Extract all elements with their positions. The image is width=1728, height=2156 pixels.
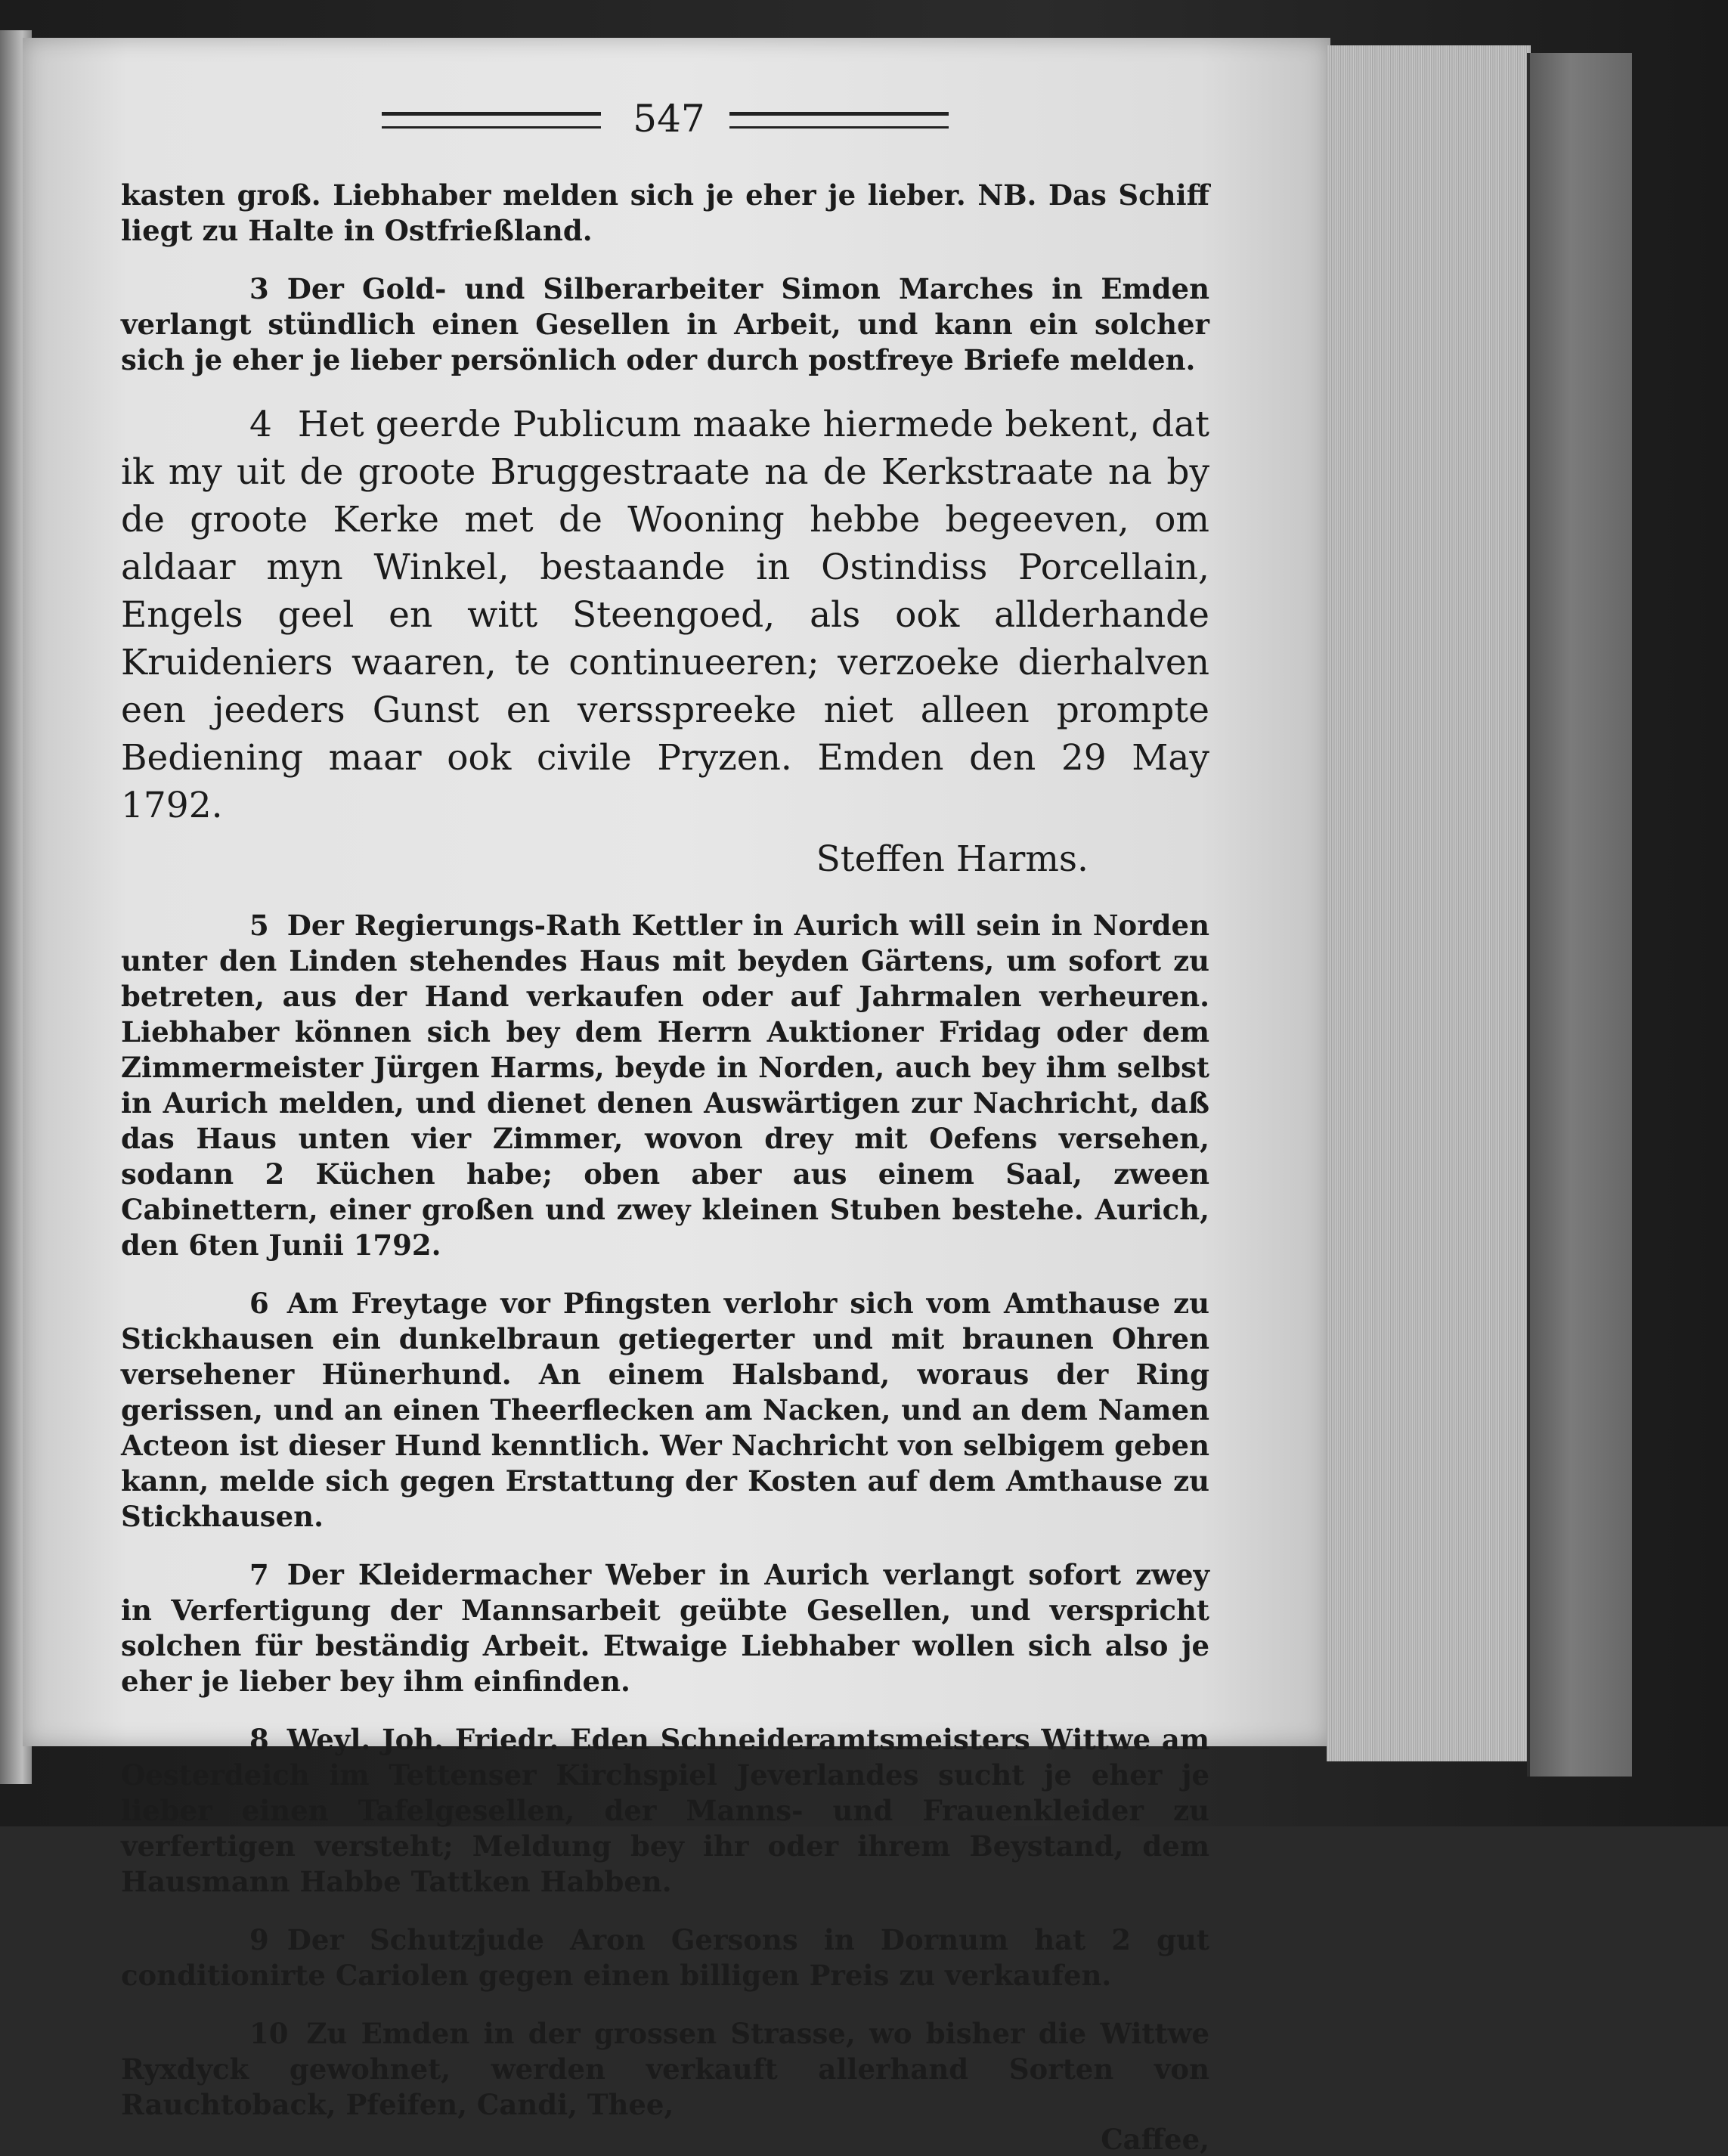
page-header bbox=[382, 97, 941, 142]
entry-text: Der Schutzjude Aron Gersons in Dornum hat 2 gut conditionirte Cariolen gegen einen billigen Preis zu verkaufen. bbox=[121, 1923, 1209, 1992]
header-rule-left bbox=[382, 112, 601, 129]
entry-5 bbox=[121, 908, 1209, 1263]
entry-number: 8 bbox=[249, 1723, 269, 1756]
entry-number: 6 bbox=[249, 1287, 269, 1320]
entry-number: 5 bbox=[249, 909, 269, 942]
entry-text: Het geerde Publicum maake hiermede bekent, dat ik my uit de groote Bruggestraate na de Kerkstraate na by de groote Kerke met de Wooning hebbe begeeven, om aldaar myn Winkel, bestaande in Ostindiss Porcellain, Engels geel en witt Steengoed, als ook allderhande Kruideniers waaren, te continueeren; verzoeke dierhalven een jeeders Gunst en versspreeke niet alleen prompte Bediening maar ook civile Pryzen. Emden den 29 May 1792. bbox=[121, 404, 1209, 826]
entry-number: 4 bbox=[249, 404, 272, 445]
entry-text: kasten groß. Liebhaber melden sich je eher je lieber. NB. Das Schiff liegt zu Halte in Ostfrießland. bbox=[121, 178, 1209, 247]
entry-8 bbox=[121, 1722, 1209, 1900]
entry-number: 10 bbox=[249, 2017, 289, 2050]
entry-text: Zu Emden in der grossen Strasse, wo bisher die Wittwe Ryxdyck gewohnet, werden verkauft allerhand Sorten von Rauchtoback, Pfeifen, Candi, Thee, bbox=[121, 2017, 1209, 2121]
entry-3 bbox=[121, 271, 1209, 378]
entry-text: Der Kleidermacher Weber in Aurich verlangt sofort zwey in Verfertigung der Mannsarbeit geübte Gesellen, und verspricht solchen für beständig Arbeit. Etwaige Liebhaber wollen sich also je eher je lieber bey ihm einfinden. bbox=[121, 1558, 1209, 1698]
entry-text: Am Freytage vor Pfingsten verlohr sich vom Amthause zu Stickhausen ein dunkelbraun getiegerter und mit braunen Ohren versehener Hünerhund. An einem Halsband, woraus der Ring gerissen, und an einen Theerflecken am Nacken, und an dem Namen Acteon ist dieser Hund kenntlich. Wer Nachricht von selbigem geben kann, melde sich gegen Erstattung der Kosten auf dem Amthause zu Stickhausen. bbox=[121, 1287, 1209, 1533]
entry-text: Der Gold- und Silberarbeiter Simon Marches in Emden verlangt stündlich einen Gesellen in Arbeit, und kann ein solcher sich je eher je lieber persönlich oder durch postfreye Briefe melden. bbox=[121, 272, 1209, 376]
entry-4 bbox=[121, 401, 1209, 829]
entry-number: 7 bbox=[249, 1558, 269, 1591]
catchword: Caffee, bbox=[1101, 2123, 1209, 2156]
entry-number: 3 bbox=[249, 272, 269, 305]
entry-7 bbox=[121, 1557, 1209, 1699]
entry-number: 9 bbox=[249, 1923, 269, 1956]
header-rule-right bbox=[729, 112, 949, 129]
entry-4-signature: Steffen Harms. bbox=[816, 838, 1089, 880]
page-body bbox=[121, 178, 1209, 2156]
entry-6 bbox=[121, 1286, 1209, 1535]
entry-9 bbox=[121, 1922, 1209, 1993]
entry-continued bbox=[121, 178, 1209, 249]
entry-text: Der Regierungs-Rath Kettler in Aurich will sein in Norden unter den Linden stehendes Haus mit beyden Gärtens, um sofort zu betreten, aus der Hand verkaufen oder auf Jahrmalen verheuren. Liebhaber können sich bey dem Herrn Auktioner Fridag oder dem Zimmermeister Jürgen Harms, beyde in Norden, auch bey ihm selbst in Aurich melden, und dienet denen Auswärtigen zur Nachricht, daß das Haus unten vier Zimmer, wovon drey mit Oefens versehen, sodann 2 Küchen habe; oben aber aus einem Saal, zween Cabinettern, einer großen und zwey kleinen Stuben bestehe. Aurich, den 6ten Junii 1792. bbox=[121, 909, 1209, 1262]
entry-10 bbox=[121, 2016, 1209, 2123]
book-cover-edge bbox=[1527, 53, 1632, 1777]
page-number: 547 bbox=[633, 97, 705, 141]
page-block-edges bbox=[1327, 45, 1531, 1761]
entry-text: Weyl. Joh. Friedr. Eden Schneideramtsmeisters Wittwe am Oesterdeich im Tettenser Kirchspiel Jeverlandes sucht je eher je lieber einen Tafelgesellen, der Manns- und Frauenkleider zu verfertigen versteht; Meldung bey ihr oder ihrem Beystand, dem Hausmann Habbe Tattken Habben. bbox=[121, 1723, 1209, 1898]
